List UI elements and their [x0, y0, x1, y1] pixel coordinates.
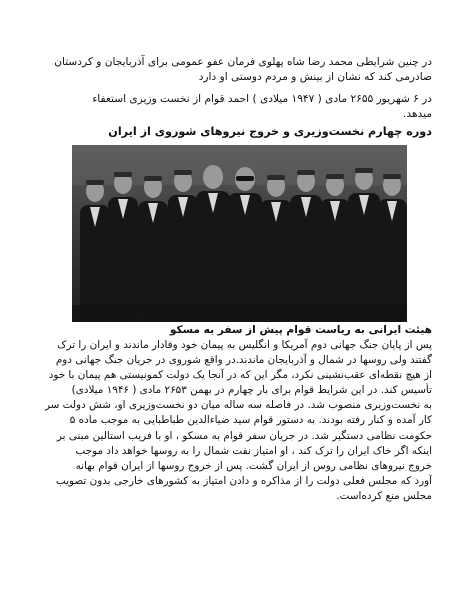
body-line: کار آمده و کنار رفته بودند. به دستور قوام سید ضیاءالدین طباطبایی به موجب ماده ۵: [69, 414, 432, 427]
body-line: اینکه اگر خاک ایران را ترک کند ، او امتیاز نفت شمال را به روسها خواهد داد موجب: [75, 444, 432, 457]
body-line: به نخست‌وزیری منصوب شد. در فاصله سه ساله میان دو نخست‌وزیری او، شش دولت سر: [44, 399, 432, 412]
body-line: خروج نیروهای نظامی روس از ایران گشت. پس از خروج روسها از ایران قوام بهانه: [75, 459, 432, 472]
body-line: گفتند ولی روسها در شمال و آذربایجان ماندند.در واقع شوروی در جریان جنگ جهانی دوم: [55, 354, 432, 367]
resignation-line: میدهد.: [403, 108, 432, 120]
resignation-paragraph: [30, 92, 432, 122]
body-line: از هیچ نقطه‌ای عقب‌نشینی نکرد، مگر این که در آنجا یک دولت کمونیستی هم پیمان با خود: [48, 369, 432, 382]
body-paragraph: [30, 338, 432, 504]
intro-paragraph: [30, 55, 432, 85]
intro-line: در چنین شرایطی محمد رضا شاه پهلوی فرمان عفو عمومی برای آذربایجان و کردستان: [54, 56, 432, 68]
photo-illustration: [72, 145, 407, 322]
intro-line: صادرمی کند که نشان از بینش و مردم دوستی او دارد: [198, 71, 432, 83]
body-line: تأسیس کند. در این شرایط قوام برای بار چهارم در بهمن ۲۶۵۳ مادی ( ۱۹۴۶ میلادی): [71, 384, 432, 397]
body-line: حکومت نظامی دستگیر شد. در جریان سفر قوام به مسکو ، او با فریب استالین مبنی بر: [56, 429, 432, 442]
resignation-line: در ۶ شهریور ۲۶۵۵ مادی ( ۱۹۴۷ میلادی ) احمد قوام از نخست وزیری استعفاء: [92, 93, 432, 105]
body-line: پس از پایان جنگ جهانی دوم آمریکا و انگلیس به پیمان خود وفادار ماندند و ایران را ترک: [57, 339, 432, 351]
section-heading: دوره چهارم نخست‌وزیری و خروج نیروهای شوروی از ایران: [108, 125, 432, 138]
photo-caption: هیئت ایرانی به ریاست قوام پیش از سفر به مسکو: [169, 324, 432, 336]
body-line: آورد که مجلس فعلی دولت را از مذاکره و دادن امتیاز به کشورهای خارجی بدون تصویب: [55, 474, 432, 487]
delegation-photo: [72, 145, 407, 322]
body-line: مجلس منع کرده‌است.: [336, 489, 432, 502]
